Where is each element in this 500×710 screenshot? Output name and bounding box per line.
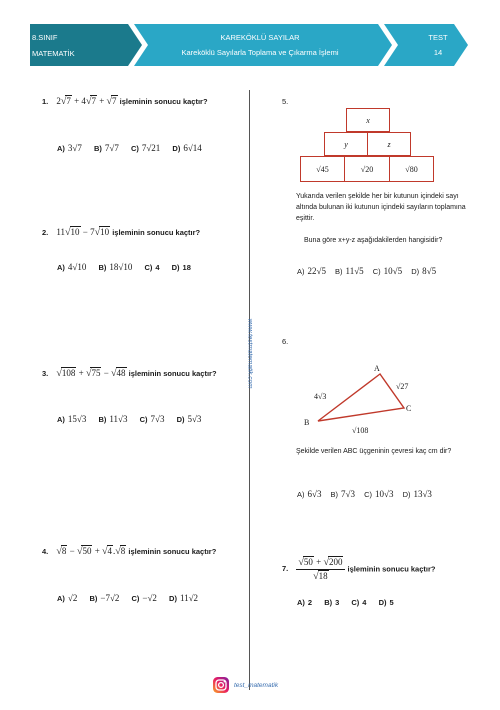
q5-option-b[interactable]: B) 11√5: [335, 266, 364, 276]
q4-expression: √8 − √50 + √4.√8: [56, 546, 126, 557]
q7-option-b[interactable]: B) 3: [324, 598, 340, 607]
q5-option-d[interactable]: D) 8√5: [411, 266, 437, 276]
box-sqrt-45: √45: [300, 156, 345, 182]
q3-option-d[interactable]: D) 5√3: [176, 414, 202, 424]
q1-expression: 2√7 + 4√7 + √7: [56, 96, 117, 107]
box-sqrt-80: √80: [389, 156, 434, 182]
question-7: 7. $\frac{√50 + √200}{√18}$ işleminin sonucu kaçtır?: [282, 557, 436, 582]
q1-option-b[interactable]: B) 7√7: [93, 143, 119, 153]
q5-text: Yukarıda verilen şekilde her bir kutunun içindeki sayı altında bulunan iki kutunun içindeki sayıların toplamına eşittir.: [296, 193, 466, 222]
question-5-number: 5.: [282, 97, 289, 106]
test-number: TEST 14: [428, 33, 448, 57]
q3-expression: √108 + √75 − √48: [56, 368, 126, 379]
vertex-c: C: [406, 404, 412, 413]
vertex-a: A: [374, 364, 380, 373]
q1-option-a[interactable]: A) 3√7: [57, 143, 82, 153]
side-ac: √27: [396, 382, 409, 391]
q4-option-a[interactable]: A) √2: [57, 593, 78, 603]
q6-option-b[interactable]: B) 7√3: [330, 489, 355, 499]
q7-fraction: $\frac{√50 + √200}{√18}$: [296, 556, 345, 583]
q3-options: [57, 414, 211, 424]
q6-option-c[interactable]: C) 10√3: [364, 489, 394, 499]
q7-option-d[interactable]: D) 5: [378, 598, 394, 607]
box-x: x: [346, 108, 390, 132]
instagram-handle[interactable]: test_matematik: [234, 682, 279, 689]
q4-option-b[interactable]: B) −7√2: [89, 593, 120, 603]
q7-options: [297, 598, 404, 607]
q6-option-d[interactable]: D) 13√3: [402, 489, 432, 499]
q2-option-a[interactable]: A) 4√10: [57, 262, 87, 272]
q2-option-b[interactable]: B) 18√10: [98, 262, 133, 272]
q7-option-c[interactable]: C) 4: [351, 598, 367, 607]
q5-option-a[interactable]: A) 22√5: [297, 266, 326, 276]
q2-options: [57, 262, 201, 272]
q3-option-c[interactable]: C) 7√3: [139, 414, 165, 424]
q5-box-pyramid: [300, 108, 434, 184]
q5-question: Buna göre x+y-z aşağıdakilerden hangisidir?: [304, 237, 443, 244]
topic-title: KAREKÖKLÜ SAYILAR Kareköklü Sayılarla Toplama ve Çıkarma İşlemi: [181, 33, 339, 57]
vertex-b: B: [304, 418, 310, 427]
q4-option-d[interactable]: D) 11√2: [169, 593, 199, 603]
q6-triangle: [296, 364, 426, 442]
q2-expression: 11√10 − 7√10: [56, 227, 110, 238]
question-4: 4. √8 − √50 + √4.√8 işleminin sonucu kaçtır?: [42, 546, 217, 557]
box-z: z: [367, 132, 411, 156]
q3-option-b[interactable]: B) 11√3: [98, 414, 128, 424]
side-bc: √108: [352, 426, 369, 435]
q3-option-a[interactable]: A) 15√3: [57, 414, 87, 424]
side-ab: 4√3: [314, 392, 327, 401]
grade-subject: 8.SINIF MATEMATİK: [32, 33, 75, 58]
instagram-icon[interactable]: [212, 676, 230, 694]
q7-option-a[interactable]: A) 2: [297, 598, 313, 607]
q4-options: [57, 593, 208, 603]
q6-options: [297, 489, 432, 499]
q1-options: [57, 143, 212, 153]
q5-options: [297, 266, 436, 276]
question-2: 2. 11√10 − 7√10 işleminin sonucu kaçtır?: [42, 227, 201, 238]
q1-option-c[interactable]: C) 7√21: [130, 143, 161, 153]
box-sqrt-20: √20: [344, 156, 390, 182]
side-url: www.testmatematik.com: [246, 318, 254, 389]
q2-option-d[interactable]: D) 18: [171, 263, 191, 272]
q5-option-c[interactable]: C) 10√5: [372, 266, 403, 276]
question-6-number: 6.: [282, 337, 289, 346]
q1-option-d[interactable]: D) 6√14: [172, 143, 202, 153]
q6-text: Şekilde verilen ABC üçgeninin çevresi kaç cm dir?: [296, 448, 452, 455]
q2-option-c[interactable]: C) 4: [144, 263, 160, 272]
q4-option-c[interactable]: C) −√2: [131, 593, 157, 603]
header-banner: [30, 24, 468, 66]
question-3: 3. √108 + √75 − √48 işleminin sonucu kaçtır?: [42, 368, 217, 379]
box-y: y: [324, 132, 368, 156]
question-1: 1. 2√7 + 4√7 + √7 işleminin sonucu kaçtır?: [42, 96, 208, 107]
q6-option-a[interactable]: A) 6√3: [297, 489, 322, 499]
